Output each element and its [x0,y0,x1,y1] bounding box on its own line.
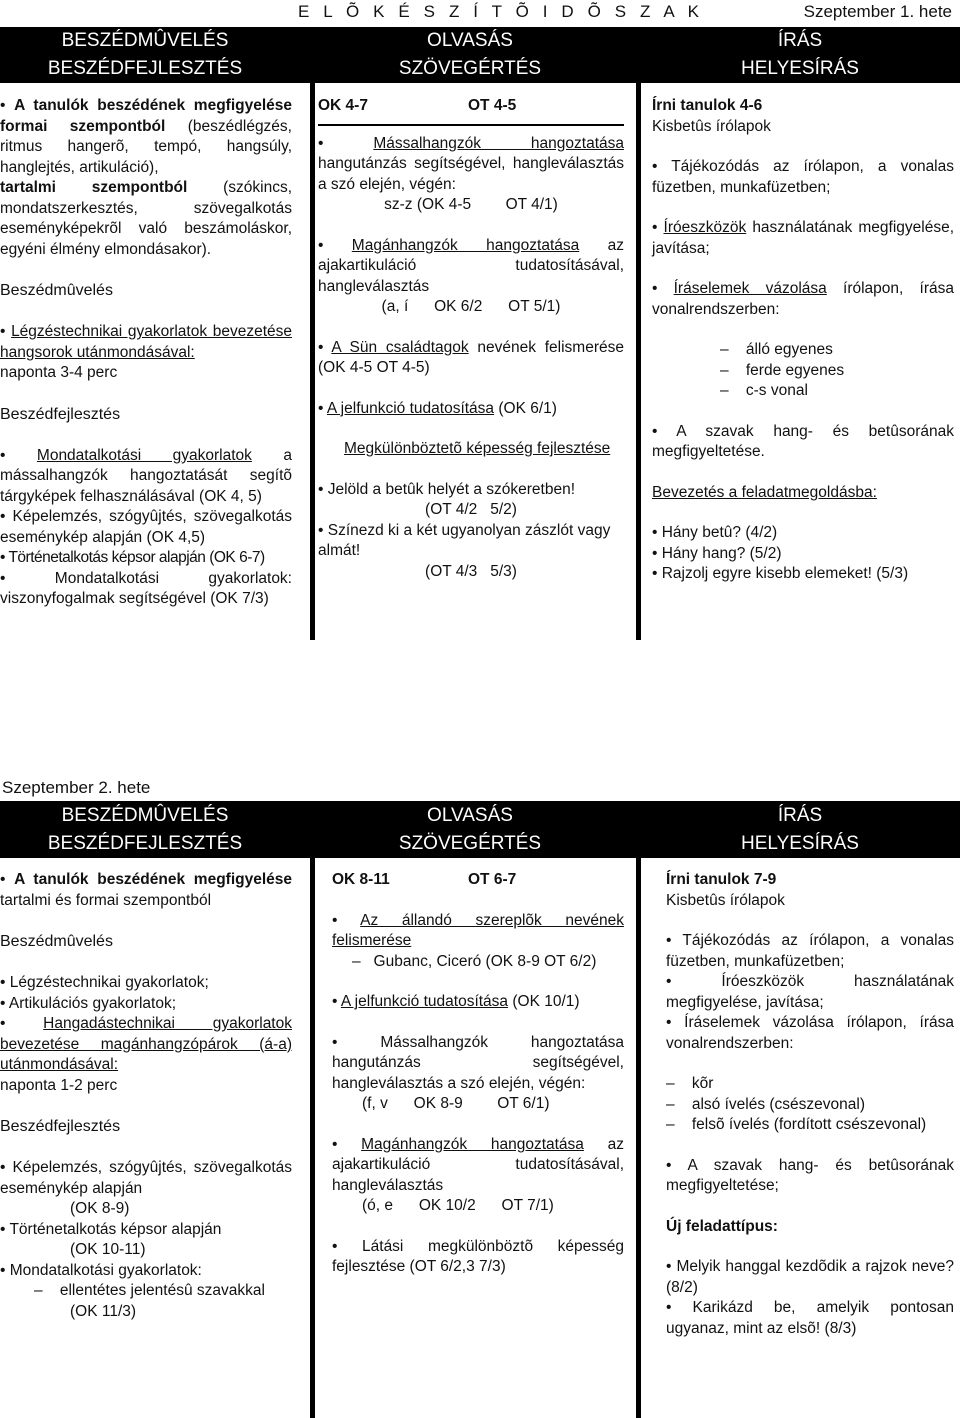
list-item: • Mondatalkotási gyakorlatok: viszonyfogalmak segítségével (OK 7/3) [0,569,292,607]
list-item: • Hány betû? (4/2) [652,524,778,541]
list-item: • Artikulációs gyakorlatok; [0,994,177,1012]
week2-label: Szeptember 2. hete [2,778,151,797]
list-item-ref: (OT 4/2 5/2) [425,501,517,518]
writing-heading: Írni tanulok 4-6 [652,97,763,114]
reading-ref-line: OK 8-11 OT 6-7 [332,871,517,888]
new-task-heading: Új feladattípus: [666,1217,778,1235]
list-item: • Íráselemek vázolása írólapon, írása vonalrendszerben: [666,1014,955,1052]
list-item: • Képelemzés, szógyûjtés, szövegalkotás eseménykép alapján (OK 4,5) [0,508,292,546]
list-item: • Légzéstechnikai gyakorlatok bevezetése hangsorok utánmondásával: naponta 3-4 perc [0,323,293,381]
col3-title: ÍRÁS HELYESÍRÁS [741,30,859,79]
list-item: • A szavak hang- és betûsorának megfigyeltetése. [652,422,954,460]
speech-intro: • A tanulók beszédének megfigyelése formai szempontból (beszédlégzés, ritmus hangerõ, tempó, hangsúly, hanglejtés, artikuláció), tartalmi szempontból (szókincs, mondatszerkesztés, szövegalkotás eseményképekrõl való beszámoláskor, egyéni élmény elmondásakor). [0,97,293,258]
week2-speech-column [0,870,292,1322]
list-item: • Karikázd be, amelyik pontosan ugyanaz, mint az elsõ! (8/3) [666,1299,954,1337]
list-item: • Hány hang? (5/2) [652,544,782,562]
dash-item: – ellentétes jelentésû szavakkal [34,1282,265,1299]
heading-beszedmuveles: Beszédmûvelés [0,282,113,299]
week1-column-header-bar [0,27,960,83]
col2-title: OLVASÁS SZÖVEGÉRTÉS [398,805,542,854]
list-item: • Mondatalkotási gyakorlatok a mássalhangzók hangoztatását segítõ tárgyképek felhasználásával (OK 4, 5) [0,446,293,505]
list-item-ref: (OK 8-9) [70,1200,130,1217]
heading-beszedfejlesztes: Beszédfejlesztés [0,1118,121,1135]
col1-title: BESZÉDMÛVELÉS BESZÉDFEJLESZTÉS [47,805,243,854]
list-item: Megkülönböztetõ képesség fejlesztése [344,440,611,457]
list-item: • Íráselemek vázolása írólapon, írása vonalrendszerben: [652,280,954,318]
writing-subheading: Kisbetûs írólapok [652,117,771,135]
list-item: • Jelöld a betûk helyét a szókeretben! [318,480,576,498]
week1-writing-column [652,96,954,585]
week2-column-header-bar [0,801,960,858]
list-item: • Mássalhangzók hangoztatása hangutánzás segítségével, hangleválasztás a szó elején, végén: [332,1033,624,1092]
col1-title: BESZÉDMÛVELÉS BESZÉDFEJLESZTÉS [47,30,243,79]
list-item-ref: sz-z (OK 4-5 OT 4/1) [384,196,558,213]
list-item-ref: (OK 10-11) [70,1241,146,1258]
list-item: • A Sün családtagok nevének felismerése (OK 4-5 OT 4-5) [318,338,624,376]
week1-divider-1 [310,83,315,640]
week1-label: Szeptember 1. hete [803,2,952,21]
dash-item: – kõr [666,1075,714,1092]
list-item: • Rajzolj egyre kisebb elemeket! (5/3) [652,565,909,582]
week2-divider-1 [310,858,315,1418]
list-item: • Látási megkülönböztõ képesség fejlesztése (OT 6/2,3 7/3) [332,1237,625,1275]
week1-divider-2 [636,83,641,640]
dash-item: – ferde egyenes [720,361,845,379]
list-item: • A jelfunkció tudatosítása (OK 10/1) [332,993,580,1010]
list-item: • Mondatalkotási gyakorlatok: [0,1261,202,1279]
week2-divider-2 [636,858,641,1418]
heading-beszedfejlesztes: Beszédfejlesztés [0,405,121,423]
dash-item: – álló egyenes [720,341,833,358]
list-item: • A szavak hang- és betûsorának megfigyeltetése; [666,1156,954,1194]
list-item: • Történetalkotás képsor alapján [0,1220,222,1238]
list-item: • Színezd ki a két ugyanolyan zászlót vagy almát! [318,521,611,559]
writing-subheading: Kisbetûs írólapok [666,891,785,909]
col2-title: OLVASÁS SZÖVEGÉRTÉS [398,30,542,79]
speech-intro: • A tanulók beszédének megfigyelése tartalmi és formai szempontból [0,871,293,909]
week1-speech-column [0,96,292,610]
list-item: • Mássalhangzók hangoztatása hangutánzás segítségével, hangleválasztás a szó elején, végén: [318,134,624,193]
list-item-ref: (OK 11/3) [70,1302,137,1320]
week2-reading-column [332,870,624,1278]
list-item: • Légzéstechnikai gyakorlatok; [0,974,209,991]
list-item: • Melyik hanggal kezdõdik a rajzok neve? (8/2) [666,1258,954,1296]
reading-underline [318,124,624,126]
list-item: • Történetalkotás képsor alapján (OK 6-7) [0,549,265,566]
list-item-ref: (a, í OK 6/2 OT 5/1) [381,298,561,315]
week2-writing-column [666,870,954,1339]
list-item: • Magánhangzók hangoztatása az ajakartikuláció tudatosításával, hangleválasztás [332,1135,624,1194]
dash-item: – felsõ ívelés (fordított csészevonal) [666,1116,927,1133]
col3-title: ÍRÁS HELYESÍRÁS [741,805,859,854]
writing-heading: Írni tanulok 7-9 [666,871,777,888]
period-title: E L Õ K É S Z Í T Õ I D Õ S Z A K [298,2,704,21]
list-item-ref: (OT 4/3 5/3) [425,562,517,580]
reading-ref-line: OK 4-7 OT 4-5 [318,97,517,114]
intro-heading: Bevezetés a feladatmegoldásba: [652,483,877,501]
list-item: • Tájékozódás az írólapon, a vonalas füzetben, munkafüzetben; [652,158,954,196]
dash-item: – Gubanc, Ciceró (OK 8-9 OT 6/2) [352,952,597,970]
list-item: • Hangadástechnikai gyakorlatok bevezetése magánhangzópárok (á-a) utánmondásával: naponta 1-2 perc [0,1015,292,1094]
list-item-ref: (f, v OK 8-9 OT 6/1) [362,1095,550,1112]
list-item: • Magánhangzók hangoztatása az ajakartikuláció tudatosításával, hangleválasztás [318,236,624,295]
dash-item: – alsó ívelés (csészevonal) [666,1095,866,1113]
list-item: • Az állandó szereplõk nevének felismerése [332,911,624,949]
week1-reading-column [318,96,624,582]
list-item: • Íróeszközök használatának megfigyelése, javítása; [666,973,955,1011]
list-item: • A jelfunkció tudatosítása (OK 6/1) [318,399,557,417]
heading-beszedmuveles: Beszédmûvelés [0,933,113,950]
dash-item: – c-s vonal [720,382,808,399]
list-item-ref: (ó, e OK 10/2 OT 7/1) [362,1197,554,1214]
list-item: • Képelemzés, szógyûjtés, szövegalkotás eseménykép alapján [0,1159,292,1197]
list-item: • Tájékozódás az írólapon, a vonalas füzetben, munkafüzetben; [666,932,954,970]
list-item: • Íróeszközök használatának megfigyelése, javítása; [652,219,954,257]
